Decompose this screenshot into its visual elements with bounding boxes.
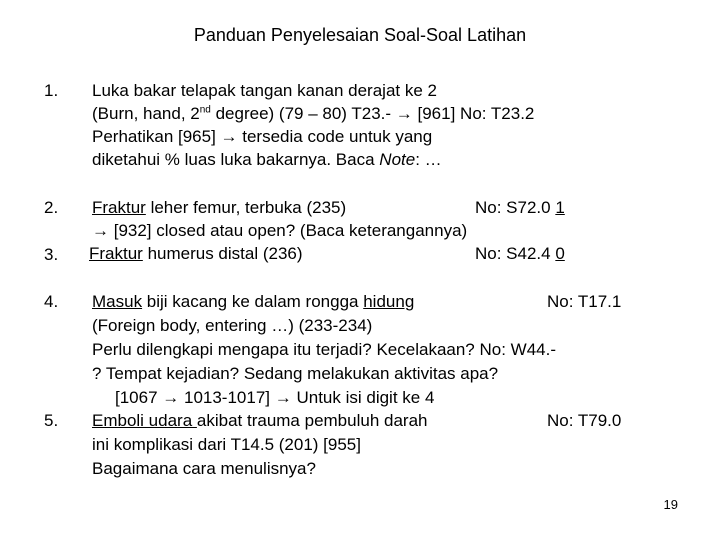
item-2-code-digit: 1 bbox=[555, 198, 565, 217]
item-2-line-2 bbox=[92, 219, 467, 242]
item-4-line-4: ? Tempat kejadian? Sedang melakukan aktivitas apa? bbox=[92, 364, 499, 383]
item-5-code: No: T79.0 bbox=[547, 411, 622, 430]
item-1-line-2 bbox=[92, 102, 534, 125]
item-number-2: 2. bbox=[44, 198, 59, 217]
item-2-desc: leher femur, terbuka (235) bbox=[145, 198, 347, 217]
item-5-emboli: Emboli udara bbox=[92, 411, 197, 430]
item-2-fraktur: Fraktur bbox=[92, 198, 146, 217]
item-1-note-word: Note bbox=[379, 150, 416, 169]
item-3-code-digit: 0 bbox=[555, 244, 565, 263]
item-number-4: 4. bbox=[44, 292, 59, 311]
item-4-ref-c: Untuk isi digit ke 4 bbox=[291, 388, 435, 407]
item-4-line-2: (Foreign body, entering …) (233-234) bbox=[92, 316, 373, 335]
item-2-code-text: No: S72.0 bbox=[475, 198, 556, 217]
item-3-fraktur: Fraktur bbox=[89, 244, 143, 263]
item-1-ordinal-suffix: nd bbox=[199, 104, 211, 116]
item-3-desc: humerus distal (236) bbox=[142, 244, 303, 263]
item-1-note-ref: Perhatikan [965] bbox=[92, 127, 221, 146]
item-1-line-4 bbox=[92, 148, 442, 171]
item-3-code bbox=[475, 242, 565, 265]
item-1-note-lead: diketahui % luas luka bakarnya. Baca bbox=[92, 150, 380, 169]
item-5-line-2: ini komplikasi dari T14.5 (201) [955] bbox=[92, 435, 361, 454]
item-2-code bbox=[475, 196, 565, 219]
item-4-hidung: hidung bbox=[363, 292, 415, 311]
item-4-line-3: Perlu dilengkapi mengapa itu terjadi? Kecelakaan? No: W44.- bbox=[92, 340, 556, 359]
item-1-note-tail: : … bbox=[415, 150, 442, 169]
arrow-icon: → bbox=[395, 104, 413, 123]
item-1-degree-text: degree) (79 – 80) T23.- bbox=[210, 104, 396, 123]
arrow-icon: → bbox=[220, 127, 238, 146]
page-number: 19 bbox=[663, 497, 678, 512]
item-2-line-1 bbox=[92, 196, 346, 219]
item-5-line-1 bbox=[92, 409, 427, 432]
item-1-burn-text: (Burn, hand, 2 bbox=[92, 104, 200, 123]
item-4-line-1 bbox=[92, 290, 414, 313]
item-1-code-text: [961] No: T23.2 bbox=[412, 104, 535, 123]
item-4-code: No: T17.1 bbox=[547, 292, 622, 311]
item-number-5: 5. bbox=[44, 411, 59, 430]
item-5-line-3: Bagaimana cara menulisnya? bbox=[92, 459, 316, 478]
item-4-masuk: Masuk bbox=[92, 292, 143, 311]
item-4-line-5 bbox=[115, 386, 434, 409]
item-3-code-text: No: S42.4 bbox=[475, 244, 556, 263]
item-4-desc: biji kacang ke dalam rongga bbox=[142, 292, 364, 311]
item-4-ref-b: 1013-1017] bbox=[179, 388, 275, 407]
item-4-ref-a: [1067 bbox=[115, 388, 163, 407]
item-1-line-1: Luka bakar telapak tangan kanan derajat ke 2 bbox=[92, 81, 437, 100]
item-3-line-1 bbox=[89, 242, 303, 265]
item-number-1: 1. bbox=[44, 81, 59, 100]
item-5-desc: akibat trauma pembuluh darah bbox=[196, 411, 428, 430]
arrow-icon: → bbox=[274, 388, 292, 407]
page-title: Panduan Penyelesaian Soal-Soal Latihan bbox=[193, 25, 527, 45]
item-2-note: [932] closed atau open? (Baca keterangannya) bbox=[109, 221, 468, 240]
item-number-3: 3. bbox=[44, 245, 59, 264]
item-1-note-text: tersedia code untuk yang bbox=[237, 127, 433, 146]
item-1-line-3 bbox=[92, 125, 432, 148]
arrow-icon: → bbox=[162, 388, 180, 407]
arrow-icon: → bbox=[92, 221, 109, 240]
